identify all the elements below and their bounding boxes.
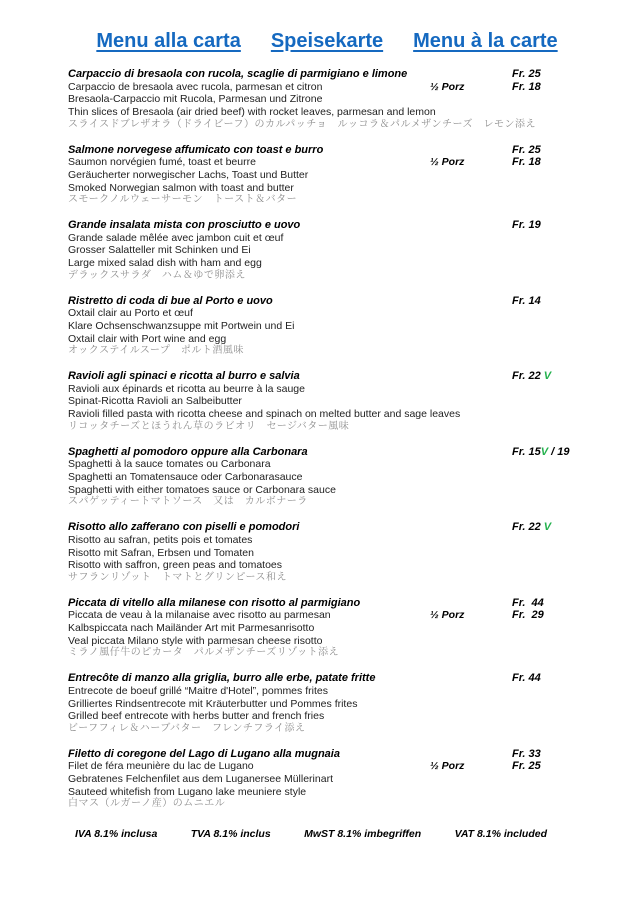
dish-name: Spaghetti al pomodoro oppure alla Carbonara (68, 445, 308, 458)
menu-item (68, 597, 602, 661)
dish-name-row (68, 295, 602, 308)
vegetarian-mark: V (543, 370, 552, 383)
half-portion-price: Fr. 25 (512, 760, 541, 773)
title-italian: Menu alla carta (96, 30, 241, 52)
dish-french-row (68, 81, 602, 94)
menu-item (68, 219, 602, 283)
half-portion-price: Fr. 18 (512, 80, 541, 93)
menu-item (68, 446, 602, 510)
dish-name-row (68, 748, 602, 761)
line-german: Spinat-Ricotta Ravioli an Salbeibutter (68, 395, 242, 408)
line-french: Ravioli aux épinards et ricotta au beurre à la sauge (68, 382, 305, 395)
line-japanese: スモークノルウェーサーモン トースト＆バター (68, 194, 298, 206)
dish-french-row (68, 232, 602, 245)
line-german: Grilliertes Rindsentrecote mit Kräuterbutter und Pommes frites (68, 697, 358, 710)
line-german: Spaghetti an Tomatensauce oder Carbonarasauce (68, 470, 303, 483)
line-french: Piccata de veau à la milanaise avec risotto au parmesan (68, 609, 331, 622)
dish-name-row (68, 219, 602, 232)
dish-price (512, 521, 602, 534)
dish-french-row (68, 156, 602, 169)
dish-price (512, 748, 602, 761)
line-english: Sauteed whitefish from Lugano lake meuniere style (68, 785, 307, 798)
price-main: Fr. 44 (512, 672, 541, 685)
dish-price (512, 144, 602, 157)
menu-item (68, 295, 602, 359)
half-portion-price: Fr. 29 (512, 609, 544, 622)
line-japanese: ミラノ風仔牛のピカータ パルメザンチーズリゾット添え (68, 647, 340, 659)
dish-name-row (68, 446, 602, 459)
dish-price (512, 219, 602, 232)
line-german: Gebratenes Felchenfilet aus dem Luganersee Müllerinart (68, 773, 333, 786)
dish-price (512, 597, 602, 610)
dish-name-row (68, 370, 602, 383)
price-main: Fr. 22 (512, 521, 544, 534)
dish-french-row (68, 383, 602, 396)
vat-note-english: VAT 8.1% included (454, 828, 547, 841)
dish-name-row (68, 68, 602, 81)
half-portion-price: Fr. 18 (512, 156, 541, 169)
price-main: Fr. 44 (512, 596, 544, 609)
dish-name: Ravioli agli spinaci e ricotta al burro e salvia (68, 370, 300, 383)
menu-item (68, 521, 602, 585)
price-main: Fr. 19 (512, 219, 541, 232)
line-french: Carpaccio de bresaola avec rucola, parmesan et citron (68, 80, 323, 93)
dish-name: Entrecôte di manzo alla griglia, burro alle erbe, patate fritte (68, 672, 376, 685)
line-french: Risotto au safran, petits pois et tomates (68, 533, 253, 546)
menu-item (68, 370, 602, 434)
half-portion-label: ½ Porz (430, 156, 465, 169)
line-english: Thin slices of Bresaola (air dried beef) with rocket leaves, parmesan and lemon (68, 106, 436, 119)
line-english: Spaghetti with either tomatoes sauce or Carbonara sauce (68, 483, 336, 496)
line-french: Spaghetti à la sauce tomates ou Carbonara (68, 458, 271, 471)
line-english: Risotto with saffron, green peas and tomatoes (68, 559, 283, 572)
dish-french-row (68, 458, 602, 471)
dish-french-row (68, 534, 602, 547)
price-main: Fr. 33 (512, 747, 541, 760)
line-french: Entrecote de boeuf grillé “Maitre d'Hotel”, pommes frites (68, 684, 328, 697)
line-english: Ravioli filled pasta with ricotta cheese and spinach on melted butter and sage leaves (68, 408, 461, 421)
line-french: Oxtail clair au Porto et œuf (68, 307, 193, 320)
price-main: Fr. 14 (512, 294, 541, 307)
line-japanese: スパゲッティートマトソース 又は カルボナーラ (68, 496, 308, 508)
dish-price (512, 68, 602, 81)
line-german: Grosser Salatteller mit Schinken und Ei (68, 244, 251, 257)
dish-name: Grande insalata mista con prosciutto e uovo (68, 219, 301, 232)
line-japanese: サフランリゾット トマトとグリンピース和え (68, 571, 287, 583)
dish-french-row (68, 307, 602, 320)
dish-price (512, 370, 602, 383)
vegetarian-mark: V (543, 521, 552, 534)
half-portion-label: ½ Porz (430, 80, 465, 93)
menu-item (68, 68, 602, 132)
vat-note-german: MwST 8.1% imbegriffen (304, 828, 422, 841)
vat-note-french: TVA 8.1% inclus (190, 828, 271, 841)
dish-name: Filetto di coregone del Lago di Lugano alla mugnaia (68, 747, 340, 760)
menu-item (68, 144, 602, 208)
line-english: Smoked Norwegian salmon with toast and butter (68, 181, 294, 194)
vegetarian-mark: V (540, 445, 549, 458)
line-german: Bresaola-Carpaccio mit Rucola, Parmesan und Zitrone (68, 93, 323, 106)
dish-name: Ristretto di coda di bue al Porto e uovo (68, 294, 273, 307)
half-portion-label: ½ Porz (430, 760, 465, 773)
line-french: Filet de féra meunière du lac de Lugano (68, 760, 254, 773)
price-main: Fr. 15 (512, 445, 541, 458)
line-japanese: オックステイルスープ ポルト酒風味 (68, 345, 244, 357)
vat-note-italian: IVA 8.1% inclusa (75, 828, 158, 841)
line-german: Geräucherter norwegischer Lachs, Toast und Butter (68, 168, 309, 181)
line-english: Grilled beef entrecote with herbs butter and french fries (68, 710, 325, 723)
dish-name: Carpaccio di bresaola con rucola, scaglie di parmigiano e limone (68, 68, 408, 80)
dish-french-row (68, 609, 602, 622)
line-english: Oxtail clair with Port wine and egg (68, 332, 227, 345)
price-main: Fr. 25 (512, 68, 541, 80)
line-german: Risotto mit Safran, Erbsen und Tomaten (68, 546, 254, 559)
price-main: Fr. 22 (512, 370, 544, 383)
line-japanese: ビーフフィレ＆ハーブバター フレンチフライ添え (68, 722, 306, 734)
dish-name: Salmone norvegese affumicato con toast e burro (68, 143, 324, 156)
dish-name-row (68, 521, 602, 534)
line-english: Veal piccata Milano style with parmesan cheese risotto (68, 634, 323, 647)
vat-footer (75, 828, 547, 840)
dish-name-row (68, 144, 602, 157)
dish-name-row (68, 597, 602, 610)
menu-item (68, 748, 602, 812)
line-japanese: リコッタチーズとほうれん草のラビオリ セージバター風味 (68, 420, 350, 432)
line-japanese: スライスドブレザオラ（ドライビーフ）のカルパッチョ ルッコラ＆パルメザンチーズ レモン添え (68, 118, 536, 130)
line-french: Saumon norvégien fumé, toast et beurre (68, 156, 256, 169)
line-german: Klare Ochsenschwanzsuppe mit Portwein und Ei (68, 319, 295, 332)
line-french: Grande salade mêlée avec jambon cuit et œuf (68, 231, 284, 244)
price-main: Fr. 25 (512, 143, 541, 156)
page-title (60, 30, 594, 53)
line-japanese: デラックスサラダ ハム＆ゆで卵添え (68, 269, 246, 281)
line-german: Kalbspiccata nach Mailänder Art mit Parmesanrisotto (68, 622, 315, 635)
dish-price (512, 295, 602, 308)
title-german: Speisekarte (270, 30, 384, 52)
title-french: Menu à la carte (413, 30, 558, 52)
dish-name: Risotto allo zafferano con piselli e pomodori (68, 521, 300, 534)
half-portion-label: ½ Porz (430, 609, 465, 622)
dish-name: Piccata di vitello alla milanese con risotto al parmigiano (68, 596, 361, 609)
dish-french-row (68, 685, 602, 698)
menu-item (68, 672, 602, 736)
line-japanese: 白マス（ルガーノ産）のムニエル (68, 798, 226, 810)
dish-name-row (68, 672, 602, 685)
dish-french-row (68, 760, 602, 773)
dish-price (512, 446, 602, 459)
dish-price (512, 672, 602, 685)
menu-item-list (68, 68, 602, 811)
line-english: Large mixed salad dish with ham and egg (68, 257, 262, 270)
price-suffix: / 19 (548, 445, 570, 458)
